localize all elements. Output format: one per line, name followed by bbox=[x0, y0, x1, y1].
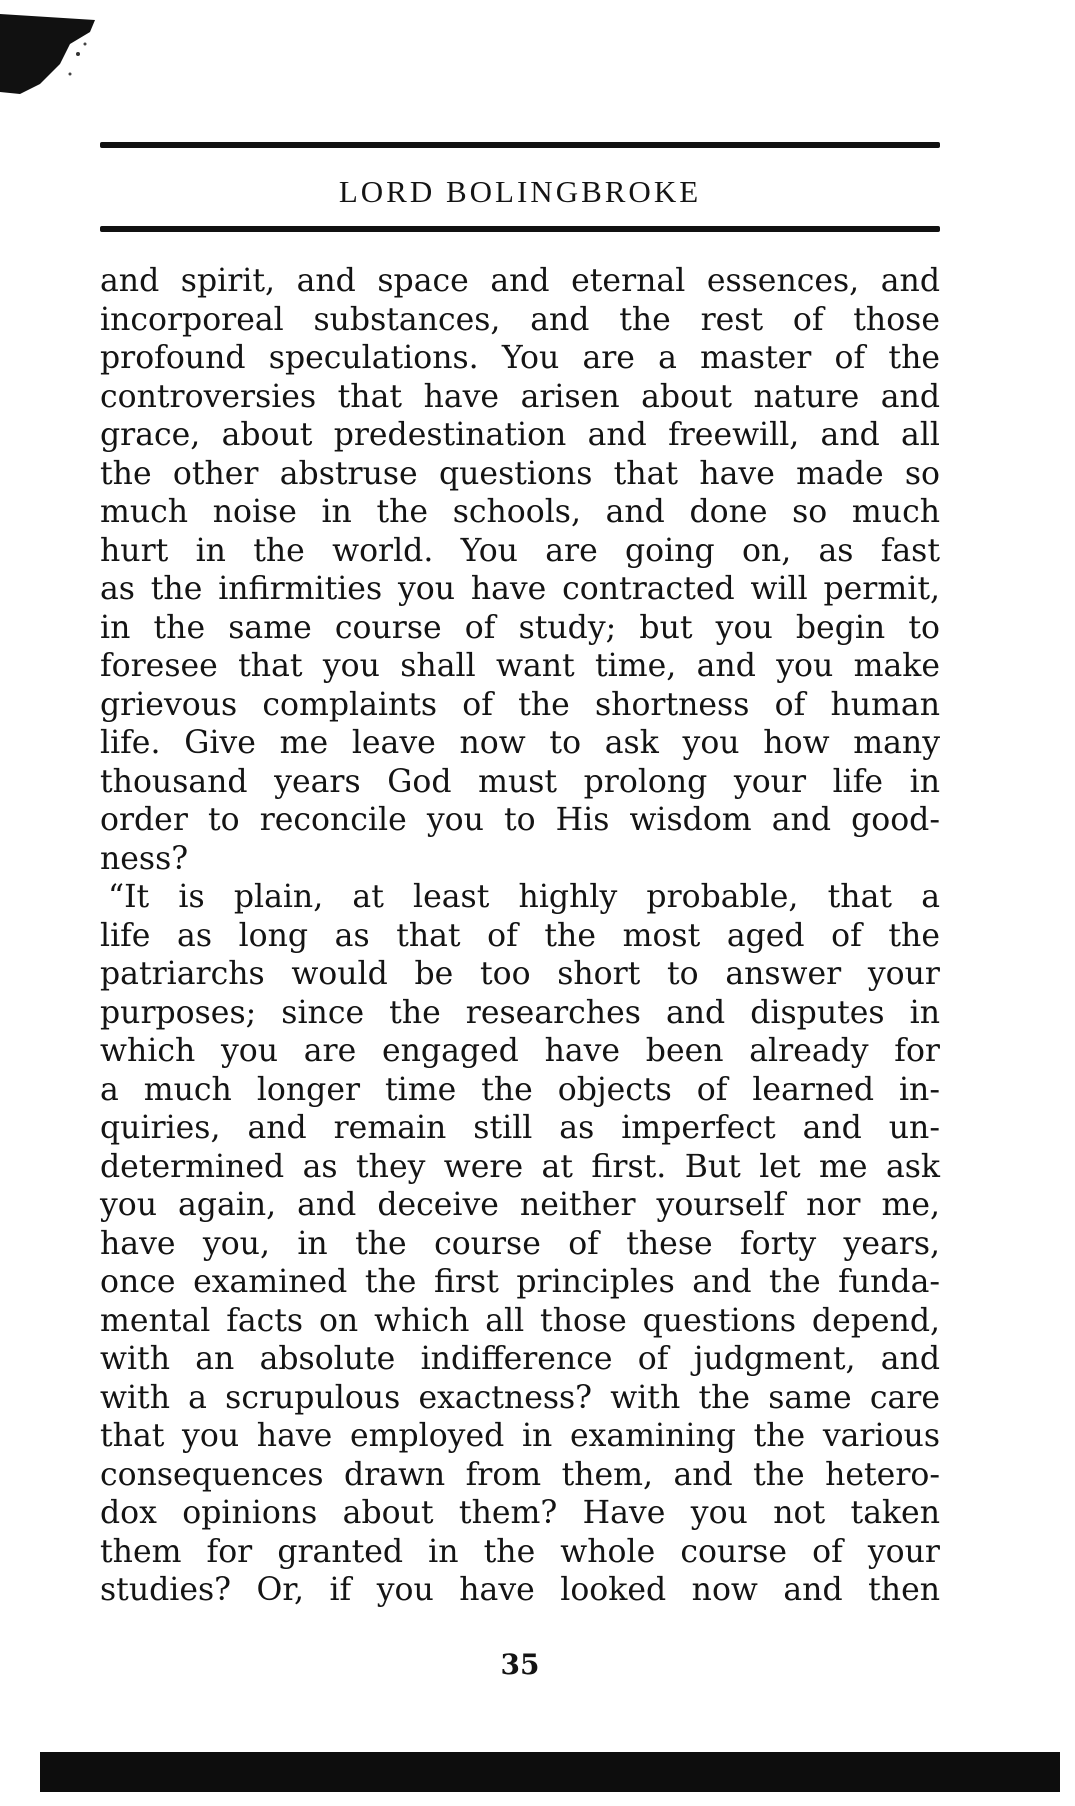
text-line: dox opinions about them? Have you not taken bbox=[100, 1495, 940, 1531]
text-line: purposes; since the researches and disputes in bbox=[100, 994, 940, 1031]
text-line: with an absolute indifference of judgment, and bbox=[100, 1341, 940, 1377]
header-rule-top bbox=[100, 142, 940, 148]
text-line: thousand years God must prolong your life in bbox=[100, 763, 940, 800]
text-line: that you have employed in examining the various bbox=[100, 1418, 940, 1454]
text-line: grievous complaints of the shortness of human bbox=[100, 686, 940, 723]
paragraph-start-line: “It is plain, at least highly probable, that a bbox=[108, 879, 940, 915]
text-line: studies? Or, if you have looked now and then bbox=[100, 1572, 940, 1608]
text-line: determined as they were at first. But let me ask bbox=[100, 1148, 940, 1185]
text-line: foresee that you shall want time, and you make bbox=[100, 648, 940, 684]
text-line: once examined the first principles and the funda- bbox=[100, 1264, 940, 1300]
text-line: consequences drawn from them, and the hetero- bbox=[100, 1456, 940, 1493]
text-line: have you, in the course of these forty years, bbox=[100, 1225, 940, 1262]
text-line: in the same course of study; but you begin to bbox=[100, 609, 940, 646]
text-line: much noise in the schools, and done so much bbox=[100, 494, 940, 530]
text-line: mental facts on which all those questions depend, bbox=[100, 1302, 940, 1339]
scan-edge-smudge bbox=[0, 14, 95, 94]
text-line: profound speculations. You are a master of the bbox=[100, 340, 940, 376]
text-line: life as long as that of the most aged of the bbox=[100, 917, 940, 954]
text-line: you again, and deceive neither yourself nor me, bbox=[100, 1187, 940, 1223]
footer-rule bbox=[40, 1752, 1060, 1792]
text-line: the other abstruse questions that have made so bbox=[100, 455, 940, 492]
paragraph-end-line: ness? bbox=[100, 840, 189, 877]
text-line: hurt in the world. You are going on, as fast bbox=[100, 532, 940, 569]
text-line: with a scrupulous exactness? with the same care bbox=[100, 1379, 940, 1416]
text-line: controversies that have arisen about nature and bbox=[100, 378, 940, 415]
text-line: incorporeal substances, and the rest of those bbox=[100, 301, 940, 338]
body-text bbox=[100, 262, 940, 1610]
text-line: which you are engaged have been already for bbox=[100, 1033, 940, 1069]
text-line: life. Give me leave now to ask you how many bbox=[100, 725, 940, 761]
text-line: as the infirmities you have contracted will permit, bbox=[100, 571, 940, 607]
text-line: them for granted in the whole course of your bbox=[100, 1533, 940, 1570]
text-line: a much longer time the objects of learned in- bbox=[100, 1071, 940, 1108]
text-line: patriarchs would be too short to answer your bbox=[100, 956, 940, 992]
text-line: quiries, and remain still as imperfect and un- bbox=[100, 1110, 940, 1146]
text-line: and spirit, and space and eternal essences, and bbox=[100, 263, 940, 299]
text-line: order to reconcile you to His wisdom and good- bbox=[100, 802, 940, 838]
page-number: 35 bbox=[500, 1648, 540, 1681]
text-line: grace, about predestination and freewill, and all bbox=[100, 417, 940, 453]
header-rule-bottom bbox=[100, 226, 940, 232]
running-head: LORD BOLINGBROKE bbox=[338, 174, 702, 209]
